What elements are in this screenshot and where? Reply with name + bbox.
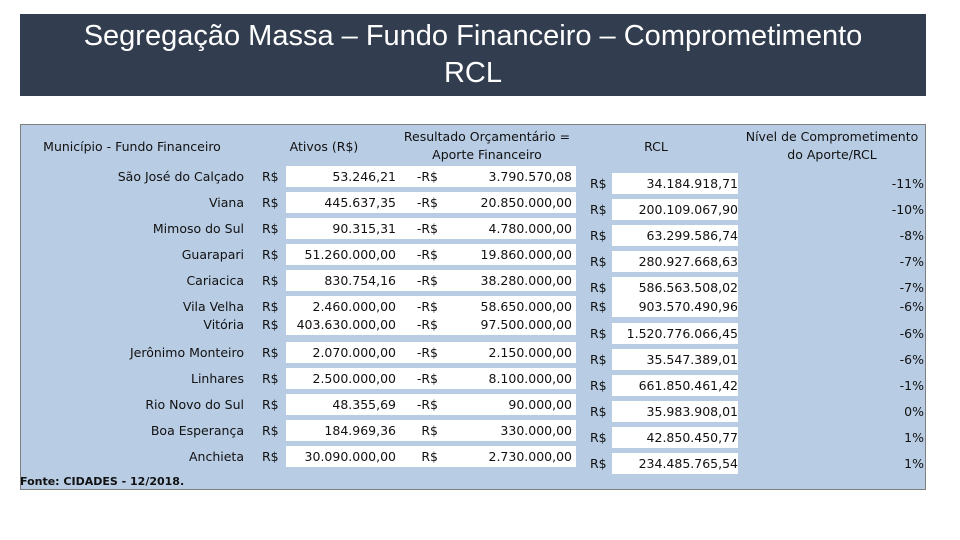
cell-ativos-prefix: R$	[262, 221, 279, 236]
cell-resultado-prefix: -R$	[416, 299, 438, 314]
cell-nivel: -11%	[891, 176, 924, 191]
cell-municipio: Anchieta	[189, 449, 244, 464]
cell-nivel: -6%	[899, 299, 924, 314]
cell-nivel: -7%	[899, 280, 924, 295]
cell-rcl-prefix: R$	[590, 430, 607, 445]
cell-ativos: 2.500.000,00	[312, 371, 396, 386]
cell-rcl-prefix: R$	[590, 254, 607, 269]
cell-rcl-prefix: R$	[590, 228, 607, 243]
cell-municipio: Linhares	[190, 371, 244, 386]
cell-ativos-prefix: R$	[262, 273, 279, 288]
cell-nivel: -7%	[899, 254, 924, 269]
cell-resultado: 38.280.000,00	[480, 273, 572, 288]
cell-municipio: Cariacica	[186, 273, 244, 288]
cell-resultado: 330.000,00	[500, 423, 572, 438]
header-nivel-line-2: do Aporte/RCL	[787, 147, 877, 162]
header-resultado	[396, 128, 578, 164]
slide-title-line-1: Segregação Massa – Fundo Financeiro – Comprometimento	[83, 20, 863, 52]
cell-rcl-prefix: R$	[590, 299, 607, 314]
cell-resultado-prefix: -R$	[416, 397, 438, 412]
cell-resultado-prefix: R$	[421, 423, 438, 438]
cell-rcl-prefix: R$	[590, 176, 607, 191]
cell-rcl: 35.983.908,01	[646, 404, 738, 419]
cell-resultado-prefix: -R$	[416, 345, 438, 360]
cell-municipio: Guarapari	[181, 247, 244, 262]
cell-rcl-prefix: R$	[590, 404, 607, 419]
cell-ativos-prefix: R$	[262, 371, 279, 386]
cell-rcl: 661.850.461,42	[638, 378, 738, 393]
cell-municipio: Rio Novo do Sul	[145, 397, 244, 412]
cell-rcl: 35.547.389,01	[646, 352, 738, 367]
cell-nivel: 1%	[904, 430, 924, 445]
cell-ativos: 445.637,35	[324, 195, 396, 210]
cell-municipio: Boa Esperança	[150, 423, 244, 438]
cell-ativos-prefix: R$	[262, 169, 279, 184]
cell-ativos-prefix: R$	[262, 299, 279, 314]
cell-ativos-prefix: R$	[262, 449, 279, 464]
cell-ativos-prefix: R$	[262, 195, 279, 210]
header-municipio: Município - Fundo Financeiro	[43, 139, 221, 154]
cell-rcl-prefix: R$	[590, 378, 607, 393]
cell-ativos: 403.630.000,00	[296, 317, 396, 332]
cell-nivel: 1%	[904, 456, 924, 471]
cell-ativos: 2.460.000,00	[312, 299, 396, 314]
header-resultado-line-2: Aporte Financeiro	[432, 147, 542, 162]
cell-ativos-prefix: R$	[262, 247, 279, 262]
cell-ativos: 53.246,21	[332, 169, 396, 184]
header-ativos: Ativos (R$)	[289, 139, 359, 154]
cell-rcl: 586.563.508,02	[638, 280, 738, 295]
cell-ativos: 184.969,36	[324, 423, 396, 438]
cell-ativos: 2.070.000,00	[312, 345, 396, 360]
cell-rcl: 42.850.450,77	[646, 430, 738, 445]
cell-rcl: 1.520.776.066,45	[626, 326, 738, 341]
cell-rcl-prefix: R$	[590, 326, 607, 341]
cell-ativos: 30.090.000,00	[304, 449, 396, 464]
cell-resultado-prefix: -R$	[416, 169, 438, 184]
cell-resultado-prefix: -R$	[416, 273, 438, 288]
cell-resultado: 97.500.000,00	[480, 317, 572, 332]
cell-rcl-prefix: R$	[590, 202, 607, 217]
cell-resultado-prefix: -R$	[416, 247, 438, 262]
cell-resultado: 20.850.000,00	[480, 195, 572, 210]
cell-nivel: 0%	[904, 404, 924, 419]
cell-rcl-prefix: R$	[590, 280, 607, 295]
cell-nivel: -6%	[899, 326, 924, 341]
cell-resultado-prefix: -R$	[416, 221, 438, 236]
header-resultado-line-1: Resultado Orçamentário =	[403, 129, 571, 144]
header-rcl: RCL	[644, 139, 668, 154]
cell-resultado: 2.150.000,00	[488, 345, 572, 360]
cell-ativos-prefix: R$	[262, 423, 279, 438]
cell-nivel: -8%	[899, 228, 924, 243]
header-nivel-line-1: Nível de Comprometimento	[745, 129, 919, 144]
cell-resultado: 90.000,00	[508, 397, 572, 412]
cell-ativos: 90.315,31	[332, 221, 396, 236]
cell-municipio: Vitória	[203, 317, 244, 332]
cell-municipio: Viana	[209, 195, 244, 210]
cell-nivel: -6%	[899, 352, 924, 367]
cell-resultado: 2.730.000,00	[488, 449, 572, 464]
cell-ativos-prefix: R$	[262, 397, 279, 412]
source-note: Fonte: CIDADES - 12/2018.	[20, 475, 185, 488]
cell-municipio: Vila Velha	[182, 299, 244, 314]
cell-rcl-prefix: R$	[590, 456, 607, 471]
cell-resultado: 3.790.570,08	[488, 169, 572, 184]
header-nivel	[738, 128, 926, 164]
cell-rcl-prefix: R$	[590, 352, 607, 367]
cell-municipio: São José do Calçado	[117, 169, 244, 184]
cell-rcl: 280.927.668,63	[638, 254, 738, 269]
cell-ativos-prefix: R$	[262, 317, 279, 332]
cell-resultado-prefix: -R$	[416, 371, 438, 386]
cell-ativos: 48.355,69	[332, 397, 396, 412]
cell-nivel: -1%	[899, 378, 924, 393]
cell-rcl: 34.184.918,71	[646, 176, 738, 191]
cell-municipio: Mimoso do Sul	[152, 221, 244, 236]
cell-nivel: -10%	[891, 202, 924, 217]
cell-resultado-prefix: -R$	[416, 195, 438, 210]
cell-resultado-prefix: R$	[421, 449, 438, 464]
cell-rcl: 234.485.765,54	[638, 456, 738, 471]
cell-rcl: 903.570.490,96	[638, 299, 738, 314]
cell-resultado-prefix: -R$	[416, 317, 438, 332]
cell-resultado: 19.860.000,00	[480, 247, 572, 262]
cell-resultado: 58.650.000,00	[480, 299, 572, 314]
slide-title-line-2: RCL	[443, 57, 502, 89]
cell-rcl: 200.109.067,90	[638, 202, 738, 217]
cell-resultado: 8.100.000,00	[488, 371, 572, 386]
slide-title	[20, 18, 926, 92]
cell-municipio: Jerônimo Monteiro	[129, 345, 244, 360]
cell-ativos: 51.260.000,00	[304, 247, 396, 262]
cell-rcl: 63.299.586,74	[646, 228, 738, 243]
cell-ativos-prefix: R$	[262, 345, 279, 360]
cell-ativos: 830.754,16	[324, 273, 396, 288]
cell-resultado: 4.780.000,00	[488, 221, 572, 236]
